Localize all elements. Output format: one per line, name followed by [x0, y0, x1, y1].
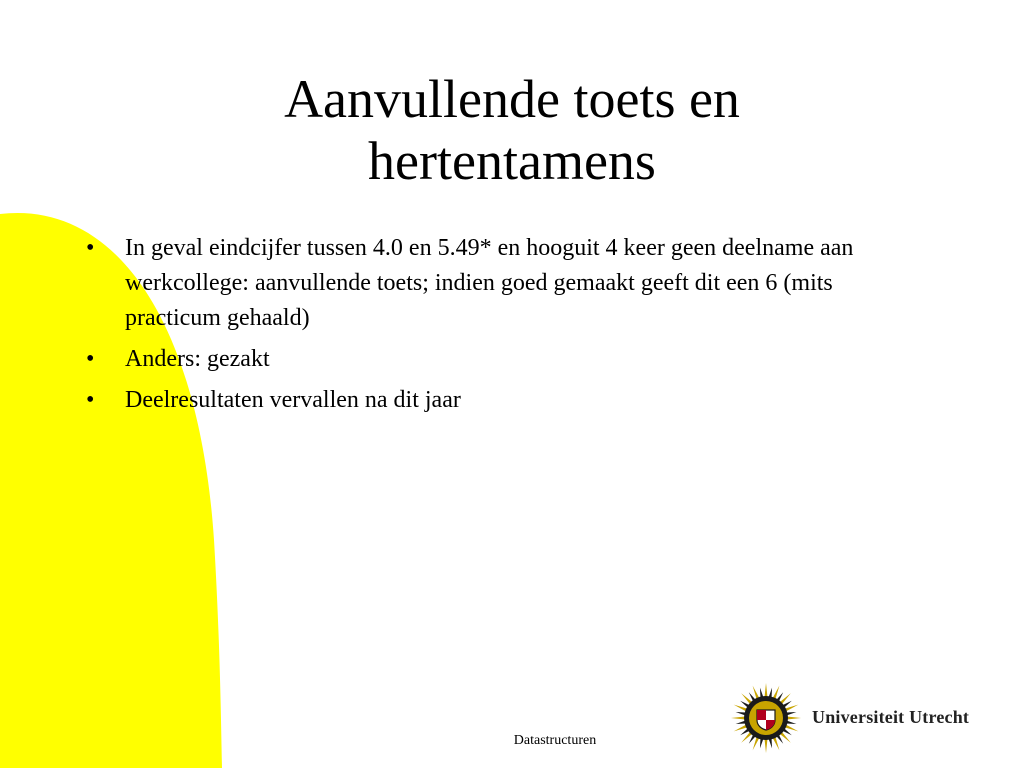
bullet-item — [86, 383, 916, 418]
bullet-list — [86, 231, 916, 424]
seal-ray — [736, 712, 746, 715]
bullet-item — [86, 231, 916, 336]
seal-ray — [765, 683, 768, 697]
bullet-text: In geval eindcijfer tussen 4.0 en 5.49* en hooguit 4 keer geen deelname aan werkcollege: aanvullende toets; indien goed gemaakt geeft dit een 6 (mits practicum gehaald) — [125, 235, 854, 331]
university-name: Universiteit Utrecht — [812, 707, 970, 727]
university-logo — [730, 682, 990, 754]
seal-ray — [736, 721, 746, 724]
seal-ray — [753, 686, 760, 700]
seal-ray — [760, 738, 763, 748]
seal-ray — [769, 738, 772, 748]
seal-ray — [731, 717, 745, 720]
title-line-1: Aanvullende toets en — [284, 69, 740, 129]
seal-ray — [786, 721, 796, 724]
seal-ray — [760, 688, 763, 698]
bullet-text: Deelresultaten vervallen na dit jaar — [125, 387, 461, 413]
bullet-marker: • — [86, 387, 95, 413]
bullet-marker: • — [86, 235, 95, 261]
seal-ray — [785, 725, 799, 732]
seal-ray — [787, 717, 801, 720]
seal-ray — [765, 739, 768, 753]
seal-ray — [769, 688, 772, 698]
sun-seal-icon — [730, 682, 802, 754]
seal-ray — [786, 712, 796, 715]
seal-ray — [773, 737, 780, 751]
bullet-marker: • — [86, 346, 95, 372]
seal-shield-quarter — [757, 710, 766, 720]
seal-ray — [734, 705, 748, 712]
slide-footer: Datastructuren — [513, 733, 597, 748]
slide-title — [150, 68, 874, 192]
seal-ray — [785, 705, 799, 712]
bullet-item — [86, 342, 916, 377]
title-line-2: hertentamens — [368, 131, 656, 191]
seal-ray — [773, 686, 780, 700]
seal-ray — [753, 737, 760, 751]
bullet-text: Anders: gezakt — [125, 346, 270, 372]
seal-ray — [734, 725, 748, 732]
